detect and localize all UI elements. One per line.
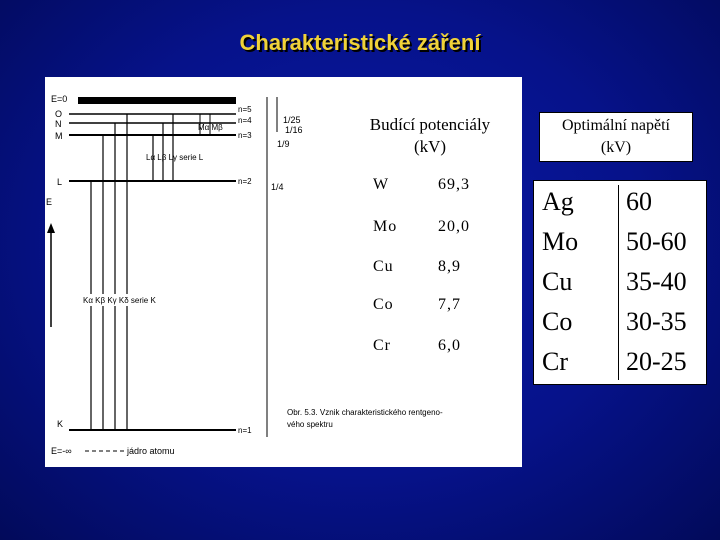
v4-label: 1/4 [271, 182, 284, 192]
budici-row [373, 337, 513, 357]
budici-row [373, 258, 513, 278]
level-m-label: M [55, 131, 63, 141]
level-o-label: O [55, 109, 63, 119]
caption-line1: Obr. 5.3. Vznik charakteristického rentgeno- [287, 408, 443, 417]
optimal-value: 60 [626, 187, 652, 216]
energy-axis-arrow [47, 223, 55, 233]
optimal-heading-line2: (kV) [600, 139, 632, 156]
level-n-label: N [55, 119, 62, 129]
budici-value: 69,3 [438, 176, 470, 193]
n4-label: n=4 [238, 116, 252, 125]
optimal-heading-line1: Optimální napětí [562, 117, 670, 134]
optimal-separator [618, 185, 619, 380]
budici-element: Cu [373, 258, 394, 275]
budici-value: 8,9 [438, 258, 461, 275]
n2-label: n=2 [238, 177, 252, 186]
optimal-element: Cr [542, 347, 568, 376]
budici-element: W [373, 176, 390, 193]
m-series-label: Mα Mβ [198, 123, 223, 132]
optimal-value: 35-40 [626, 267, 687, 296]
n3-label: n=3 [238, 131, 252, 140]
level-einf-label: E=-∞ [51, 446, 72, 456]
budici-value: 6,0 [438, 337, 461, 354]
l-series-label: Lα Lβ Lγ serie L [146, 153, 204, 162]
budici-element: Cr [373, 337, 391, 354]
optimal-value: 30-35 [626, 307, 687, 336]
budici-row [373, 176, 513, 196]
optimal-element: Ag [542, 187, 574, 216]
optimal-value: 50-60 [626, 227, 687, 256]
optimal-element: Co [542, 307, 573, 336]
budici-row [373, 296, 513, 316]
budici-row [373, 218, 513, 238]
v25-label: 1/25 [283, 115, 301, 125]
level-k-label: K [57, 419, 64, 429]
level-l-label: L [57, 177, 63, 187]
budici-heading [355, 114, 505, 158]
n1-label: n=1 [238, 426, 252, 435]
budici-value: 7,7 [438, 296, 461, 313]
optimal-element: Cu [542, 267, 573, 296]
budici-value: 20,0 [438, 218, 470, 235]
budici-heading-line1: Budící potenciály [369, 115, 491, 134]
budici-heading-line2: (kV) [413, 137, 447, 156]
optimal-table [533, 180, 707, 385]
level-e0-label: E=0 [51, 94, 68, 104]
n5-label: n=5 [238, 105, 252, 114]
optimal-value: 20-25 [626, 347, 687, 376]
caption-line2: vého spektru [287, 420, 333, 429]
level-e0-bar [78, 97, 236, 104]
budici-element: Co [373, 296, 394, 313]
budici-element: Mo [373, 218, 398, 235]
optimal-heading [539, 112, 693, 162]
nucleus-label: jádro atomu [127, 446, 175, 456]
v9-label: 1/9 [277, 139, 290, 149]
v16-label: 1/16 [285, 125, 303, 135]
slide-title: Charakteristické záření [239, 30, 481, 55]
energy-axis-label: E [46, 197, 53, 207]
optimal-element: Mo [542, 227, 579, 256]
k-series-label: Kα Kβ Kγ Kδ serie K [83, 296, 156, 305]
